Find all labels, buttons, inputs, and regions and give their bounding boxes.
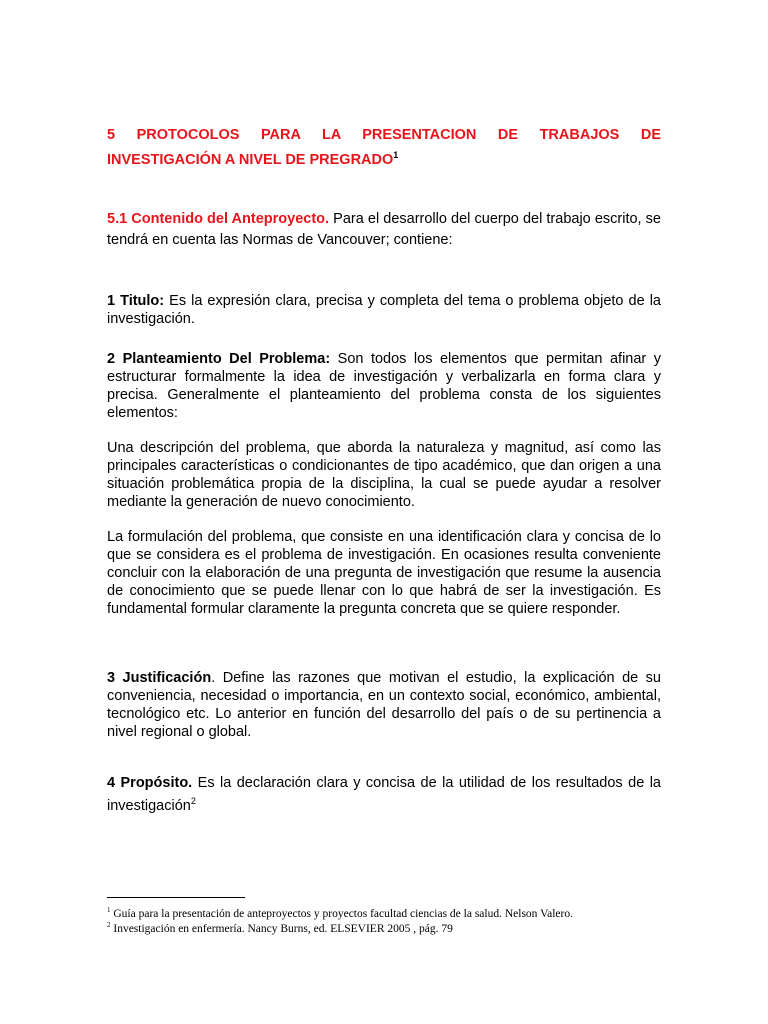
item-4-label: 4 Propósito. bbox=[107, 775, 193, 791]
item-3-paragraph bbox=[107, 669, 661, 741]
item-2-description-paragraph: Una descripción del problema, que aborda la naturaleza y magnitud, así como las principales características o condicionantes de tipo académico, que dan origen a una situación problemática propia de la disciplina, la cual se puede ayudar a resolver mediante la generación de nuevo conocimiento. bbox=[107, 440, 661, 510]
item-2-text: Son todos los elementos que permitan afinar y estructurar formalmente la idea de investigación y verbalizarla en forma clara y precisa. Generalmente el planteamiento del problema consta de los siguientes elementos: bbox=[107, 351, 661, 421]
section-5-1-title: 5.1 Contenido del Anteproyecto. bbox=[107, 211, 330, 227]
footnote-1-text: Guía para la presentación de anteproyectos y proyectos facultad ciencias de la salud. Nelson Valero. bbox=[110, 907, 573, 920]
chapter-heading bbox=[107, 125, 661, 170]
chapter-heading-line-2: INVESTIGACIÓN A NIVEL DE PREGRADO bbox=[107, 151, 394, 168]
item-3-label: 3 Justificación bbox=[107, 670, 212, 686]
section-5-1-text: Para el desarrollo del cuerpo del trabajo escrito, se tendrá en cuenta las Normas de Vancouver; contiene: bbox=[107, 211, 661, 248]
section-5-1-paragraph bbox=[107, 209, 661, 251]
item-1-text: Es la expresión clara, precisa y completa del tema o problema objeto de la investigación. bbox=[107, 293, 661, 327]
item-2-paragraph bbox=[107, 350, 661, 422]
item-3-text: . Define las razones que motivan el estudio, la explicación de su conveniencia, necesidad o importancia, en un contexto social, económico, ambiental, tecnológico etc. Lo anterior en función del desarrollo del país o de su pertinencia a nivel regional o global. bbox=[107, 670, 661, 740]
footnote-separator bbox=[107, 897, 245, 898]
item-1-paragraph bbox=[107, 292, 661, 328]
footnote-1-ref: 1 bbox=[107, 906, 111, 914]
footnote-2-text: Investigación en enfermería. Nancy Burns, ed. ELSEVIER 2005 , pág. 79 bbox=[110, 922, 453, 935]
item-4-text: Es la declaración clara y concisa de la utilidad de los resultados de la investigación bbox=[107, 775, 661, 814]
item-2-label: 2 Planteamiento Del Problema: bbox=[107, 351, 331, 367]
footnote-2 bbox=[107, 918, 667, 937]
chapter-heading-line-1: 5 PROTOCOLOS PARA LA PRESENTACION DE TRABAJOS DE bbox=[107, 127, 661, 143]
footnote-ref-1: 1 bbox=[393, 150, 399, 160]
item-1-label: 1 Titulo: bbox=[107, 293, 165, 309]
item-2-formulation-paragraph: La formulación del problema, que consiste en una identificación clara y concisa de lo que se considera es el problema de investigación. En ocasiones resulta conveniente concluir con la elaboración de una pregunta de investigación que resume la ausencia de conocimiento que se puede llenar con lo que habrá de ser la investigación. Es fundamental formular claramente la pregunta concreta que se quiere responder. bbox=[107, 529, 661, 617]
footnote-ref-2: 2 bbox=[190, 796, 196, 806]
footnote-2-ref: 2 bbox=[107, 921, 111, 929]
item-4-paragraph bbox=[107, 774, 661, 815]
